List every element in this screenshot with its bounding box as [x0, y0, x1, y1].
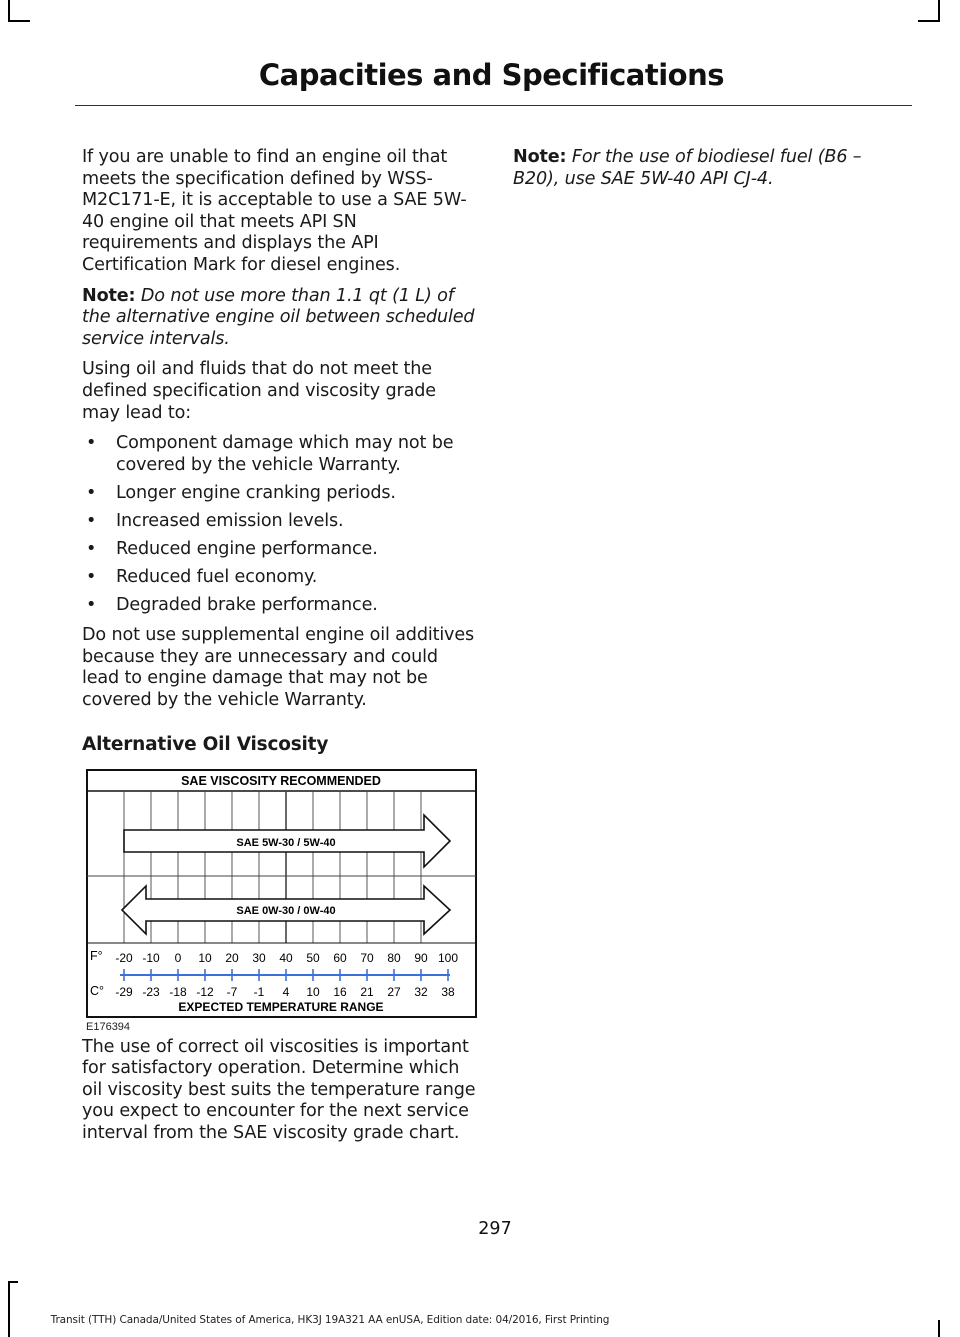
- celsius-tick-label: -1: [253, 984, 265, 999]
- fahrenheit-tick-label: 30: [252, 950, 266, 965]
- note-label: Note:: [82, 285, 136, 306]
- list-item: [82, 511, 477, 533]
- fahrenheit-tick-label: 90: [414, 950, 428, 965]
- list-item-text: Increased emission levels.: [116, 510, 344, 531]
- chart-footer: EXPECTED TEMPERATURE RANGE: [178, 999, 384, 1014]
- celsius-tick-label: 27: [387, 984, 401, 999]
- list-item: [82, 539, 477, 561]
- list-item: [82, 483, 477, 505]
- crop-mark: [918, 20, 940, 22]
- page-title: Capacities and Specifications: [258, 58, 724, 92]
- viscosity-chart: [86, 769, 477, 1019]
- list-item-text: Degraded brake performance.: [116, 594, 378, 615]
- crop-mark: [8, 20, 30, 22]
- celsius-label: C°: [90, 983, 105, 998]
- crop-mark: [8, 1281, 10, 1337]
- bullet-icon: •: [86, 566, 97, 587]
- bullet-icon: •: [86, 482, 97, 503]
- note-body: For the use of biodiesel fuel (B6 – B20), use SAE 5W-40 API CJ-4.: [513, 147, 862, 189]
- celsius-tick-label: 10: [306, 984, 320, 999]
- viscosity-paragraph: The use of correct oil viscosities is important for satisfactory operation. Determine which oil viscosity best suits the temperature range you expect to encounter for the next service interval from the SAE viscosity grade chart.: [82, 1036, 476, 1143]
- fahrenheit-tick-label: 20: [225, 950, 239, 965]
- fahrenheit-tick-label: 60: [333, 950, 347, 965]
- crop-mark: [8, 0, 10, 22]
- celsius-tick-label: -18: [169, 984, 187, 999]
- fahrenheit-tick-label: 100: [437, 950, 459, 965]
- intro-paragraph: If you are unable to find an engine oil that meets the specification defined by WSS-M2C171-E, it is acceptable to use a SAE 5W-40 engine oil that meets API SN requirements and displays the API Certification Mark for diesel engines.: [82, 147, 467, 275]
- biodiesel-note: [513, 147, 893, 190]
- left-column: [82, 147, 477, 1154]
- footer-text: Transit (TTH) Canada/United States of America, HK3J 19A321 AA enUSA, Edition date: 04/2016, First Printing: [50, 1314, 610, 1326]
- fahrenheit-tick-label: -10: [142, 950, 160, 965]
- note-body: Do not use more than 1.1 qt (1 L) of the alternative engine oil between scheduled service intervals.: [82, 285, 475, 349]
- celsius-tick-label: 16: [333, 984, 347, 999]
- header-rule: [75, 105, 912, 106]
- list-item-text: Reduced engine performance.: [116, 538, 378, 559]
- celsius-tick-label: -29: [115, 984, 133, 999]
- celsius-tick-label: 4: [282, 984, 290, 999]
- additives-paragraph: Do not use supplemental engine oil additives because they are unnecessary and could lead to engine damage that may not be covered by the vehicle Warranty.: [82, 625, 475, 711]
- celsius-tick-label: 21: [360, 984, 374, 999]
- fahrenheit-tick-label: 0: [174, 950, 182, 965]
- fahrenheit-tick-label: 80: [387, 950, 401, 965]
- fahrenheit-tick-label: 10: [198, 950, 212, 965]
- list-item: [82, 433, 477, 476]
- consequence-intro: Using oil and fluids that do not meet the defined specification and viscosity grade may lead to:: [82, 359, 436, 423]
- consequence-list: [82, 433, 477, 616]
- bullet-icon: •: [86, 538, 97, 559]
- page-number: 297: [478, 1219, 512, 1239]
- list-item-text: Reduced fuel economy.: [116, 566, 318, 587]
- note-paragraph: [82, 286, 477, 351]
- fahrenheit-label: F°: [90, 948, 103, 963]
- chart-title: SAE VISCOSITY RECOMMENDED: [181, 773, 381, 788]
- crop-mark: [8, 1281, 18, 1283]
- bullet-icon: •: [86, 594, 97, 615]
- celsius-tick-label: 32: [414, 984, 428, 999]
- celsius-tick-label: -7: [226, 984, 238, 999]
- list-item: [82, 595, 477, 617]
- section-heading: Alternative Oil Viscosity: [82, 733, 329, 755]
- celsius-tick-label: -12: [196, 984, 214, 999]
- fahrenheit-tick-label: -20: [115, 950, 133, 965]
- fahrenheit-tick-label: 50: [306, 950, 320, 965]
- fahrenheit-tick-label: 40: [279, 950, 293, 965]
- list-item-text: Component damage which may not be covered by the vehicle Warranty.: [116, 433, 454, 475]
- bullet-icon: •: [86, 433, 97, 454]
- arrow-5w-label: SAE 5W-30 / 5W-40: [236, 836, 336, 849]
- bullet-icon: •: [86, 510, 97, 531]
- right-column: [513, 147, 893, 199]
- crop-mark: [938, 0, 940, 22]
- crop-mark: [938, 1320, 940, 1337]
- note-label: Note:: [513, 147, 567, 167]
- list-item-text: Longer engine cranking periods.: [116, 482, 396, 503]
- celsius-tick-label: -23: [142, 984, 160, 999]
- figure-id: E176394: [86, 1020, 131, 1033]
- arrow-0w-label: SAE 0W-30 / 0W-40: [236, 904, 336, 917]
- fahrenheit-tick-label: 70: [360, 950, 374, 965]
- viscosity-figure: [86, 769, 477, 1033]
- celsius-tick-label: 38: [441, 984, 455, 999]
- list-item: [82, 567, 477, 589]
